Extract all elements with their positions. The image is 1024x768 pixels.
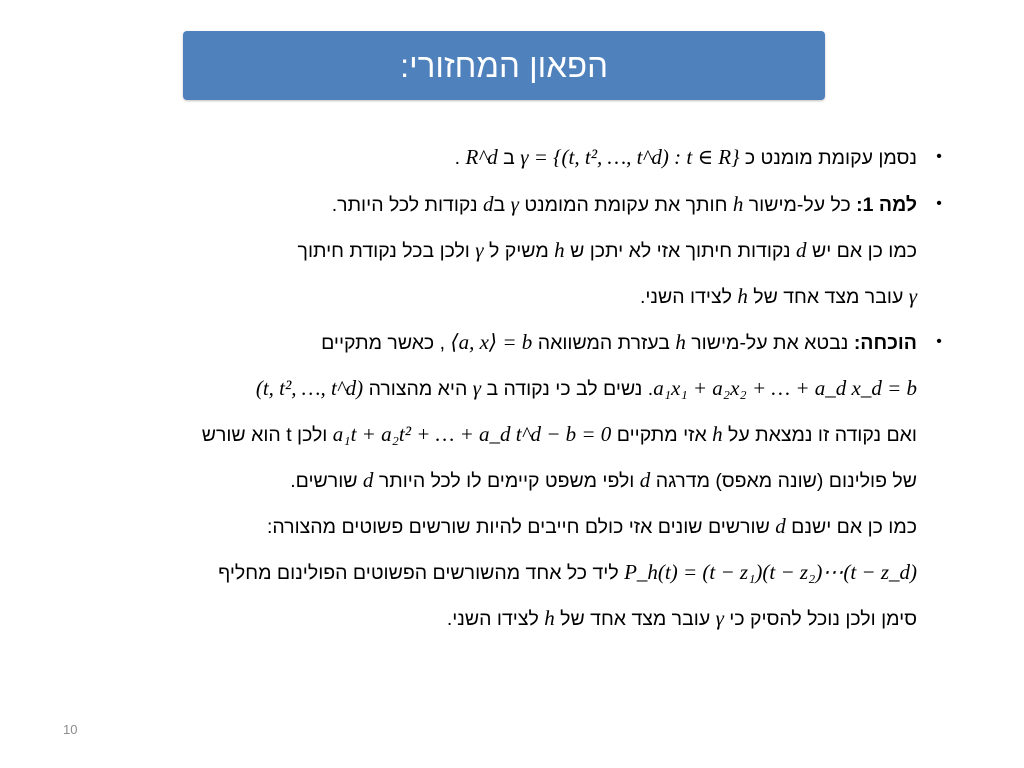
bullet-1: • [936,148,942,165]
body-line-1 [20,140,917,174]
text: היא מהצורה [363,378,473,400]
math-h: h [544,606,555,630]
body-line-6 [20,371,917,405]
math-curve-point: (t, t², …, t^d) [255,376,364,400]
math-gamma: γ [472,376,482,400]
bullet-3: • [936,333,942,350]
math-d: d [483,192,494,216]
text: לצידו השני. [446,608,545,630]
body-line-9 [20,509,917,543]
math-h: h [554,238,565,262]
text: שורשים שונים אזי כולם חייבים להיות שורשים פשוטים מהצורה: [266,516,776,538]
text: שורשים. [290,470,363,492]
text: אזי מתקיים [611,424,713,446]
math-linear-eq: a₁x₁ + a₂x₂ + … + a_d x_d = b [653,376,917,400]
slide-number: 10 [63,722,78,737]
text: נקודות חיתוך אזי לא יתכן ש [564,240,797,262]
math-h: h [712,422,723,446]
math-rd: R^d [465,145,498,169]
text: משיק ל [483,240,555,262]
slide-title: הפאון המחזורי: [400,46,608,84]
text: נקודות לכל היותר. [331,194,484,216]
slide-title-bar [183,31,825,100]
text: ליד כל אחד מהשורשים הפשוטים הפולינום מחליף [218,562,625,584]
body-line-3 [20,233,917,267]
body-line-2 [20,187,917,221]
text: של פולינום (שונה מאפס) מדרגה [650,470,917,492]
text: . [454,147,466,169]
body-line-11 [20,601,917,635]
text: סימן ולכן נוכל להסיק כי [723,608,917,630]
text: ב [493,194,511,216]
text: בעזרת המשוואה [532,332,676,354]
body-line-5 [20,325,917,359]
math-gamma: γ [510,192,519,216]
text: , כאשר מתקיים [321,332,451,354]
math-d: d [775,514,786,538]
text: כל על-מישור [743,194,857,216]
text: ואם נקודה זו נמצאת על [722,424,917,446]
text: ולכן t הוא שורש [201,424,333,446]
math-d: d [639,468,651,492]
math-gamma: γ [908,284,917,308]
math-d: d [796,238,807,262]
text: . נשים לב כי נקודה ב [481,378,654,400]
body-line-10 [20,555,917,589]
math-moment-curve: γ = {(t, t², …, t^d) : t ∈ R} [520,145,740,169]
math-hyperplane-eq: ⟨a, x⟩ = b [450,330,533,354]
math-polynomial-eq: a₁t + a₂t² + … + a_d t^d − b = 0 [332,422,612,446]
math-d: d [362,468,374,492]
text: ולפי משפט קיימים לו לכל היותר [373,470,640,492]
text: נסמן עקומת מומנט כ [739,147,917,169]
text: ולכן בכל נקודת חיתוך [297,240,476,262]
text: כמו כן אם יש [806,240,917,262]
text: לצידו השני. [639,286,738,308]
text: עובר מצד אחד של [747,286,909,308]
text: נבטא את על-מישור [685,332,854,354]
body-line-4 [20,279,917,313]
text: עובר מצד אחד של [554,608,716,630]
text: ב [497,147,521,169]
text: כמו כן אם ישנם [785,516,917,538]
math-gamma: γ [475,238,484,262]
proof-label: הוכחה: [853,332,917,354]
text: חותך את עקומת המומנט [518,194,733,216]
body-line-8 [20,463,917,497]
math-h: h [732,192,744,216]
math-factorization: P_h(t) = (t − z₁)(t − z₂)⋯(t − z_d) [624,560,917,584]
math-h: h [737,284,748,308]
bullet-2: • [936,195,942,212]
math-h: h [675,330,686,354]
math-gamma: γ [715,606,724,630]
lemma-label: למה 1: [856,194,917,216]
body-line-7 [20,417,917,451]
